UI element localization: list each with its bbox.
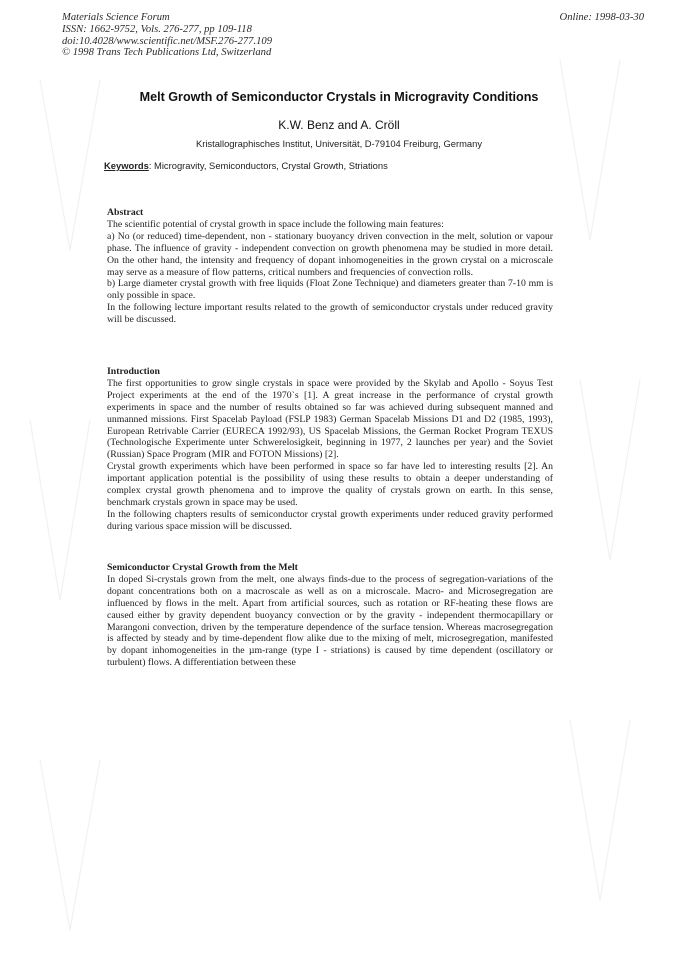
introduction-paragraph: The first opportunities to grow single crystals in space were provided by the Skylab and Apollo - Soyus Test Project experiments at the end of the 1970`s [1]. A great increase in the performance of crystal growth experiments in space and the number of results obtained so far was achieved during subsequent manned and unmanned missions. First Spacelab Payload (FSLP 1983) German Spacelab Missions D1 and D2 (1985, 1993), European Retrivable Carrier (EURECA 1992/93), US Spacelab Missions, the German Rocket Program TEXUS (Technologische Experimente unter Schwerelosigkeit, beginning in 1977, 2 launches per year) and the Soviet (Russian) Space Program (MIR and FOTON Missions) [2].: [107, 377, 553, 461]
melt-growth-section: [107, 562, 553, 669]
melt-growth-paragraph: In doped Si-crystals grown from the melt, one always finds-due to the process of segregation-variations of the dopant concentrations both on a macroscale as well as on a microscale. Macro- and Microsegregation are influenced by flows in the melt. Apart from artificial sources, such as rotation or RF-heating these flows are caused either by gravity dependent buoyancy convection or by the gravity - independent thermocapillary or Marangoni convection, driven by the temperature dependence of the surface tension. Whereas macrosegregation is affected by steady and by time-dependent flow alike due to the mixing of melt, microsegregation, manifested by dopant inhomogeneities in the µm-range (type I - striations) is caused by time dependent (oscillatory or turbulent) flows. A differentiation between these: [107, 573, 553, 669]
keywords-text: : Microgravity, Semiconductors, Crystal Growth, Striations: [148, 160, 388, 171]
online-date: Online: 1998-03-30: [559, 12, 644, 23]
author-affiliation: Kristallographisches Institut, Universität, D-79104 Freiburg, Germany: [195, 138, 483, 149]
abstract-paragraph: The scientific potential of crystal growth in space include the following main features:: [107, 218, 444, 230]
introduction-section: [107, 366, 553, 533]
paper-authors: K.W. Benz and A. Cröll: [278, 118, 400, 132]
introduction-paragraph: Crystal growth experiments which have been performed in space so far have led to interesting results [2]. An important application potential is the possibility of using these results to obtain a deeper understanding of complex crystal growth phenomena and to improve the quality of crystals grown on earth. In this sense, benchmark crystals grown in space may be used.: [107, 461, 553, 508]
introduction-heading: Introduction: [107, 366, 160, 377]
doi-link[interactable]: doi:10.4028/www.scientific.net/MSF.276-277.109: [62, 35, 272, 47]
journal-header: [62, 12, 272, 59]
journal-name: Materials Science Forum: [62, 12, 170, 23]
introduction-paragraph: In the following chapters results of semiconductor crystal growth experiments under reduced gravity performed during various space mission will be discussed.: [107, 508, 553, 532]
abstract-paragraph: b) Large diameter crystal growth with free liquids (Float Zone Technique) and diameters greater than 7-10 mm is only possible in space.: [107, 278, 553, 302]
keywords-label: Keywords: [104, 160, 149, 171]
abstract-paragraph: In the following lecture important results related to the growth of semiconductor crystals under reduced gravity will be discussed.: [107, 302, 553, 326]
keywords-line: [104, 160, 388, 171]
abstract-section: [107, 207, 553, 326]
abstract-heading: Abstract: [107, 207, 144, 218]
melt-growth-heading: Semiconductor Crystal Growth from the Melt: [107, 562, 298, 573]
paper-title: Melt Growth of Semiconductor Crystals in Microgravity Conditions: [139, 90, 539, 104]
abstract-paragraph: a) No (or reduced) time-dependent, non - stationary buoyancy driven convection in the melt, solution or vapour phase. The influence of gravity - independent convection on growth phenomena may be studied in more detail. On the other hand, the intensity and frequency of dopant inhomogeneities in the grown crystal on a microscale may serve as a measure of flow patterns, critical numbers and frequencies of convection rolls.: [107, 230, 553, 278]
copyright-line: © 1998 Trans Tech Publications Ltd, Switzerland: [62, 47, 272, 59]
issn-line: ISSN: 1662-9752, Vols. 276-277, pp 109-118: [62, 23, 252, 35]
